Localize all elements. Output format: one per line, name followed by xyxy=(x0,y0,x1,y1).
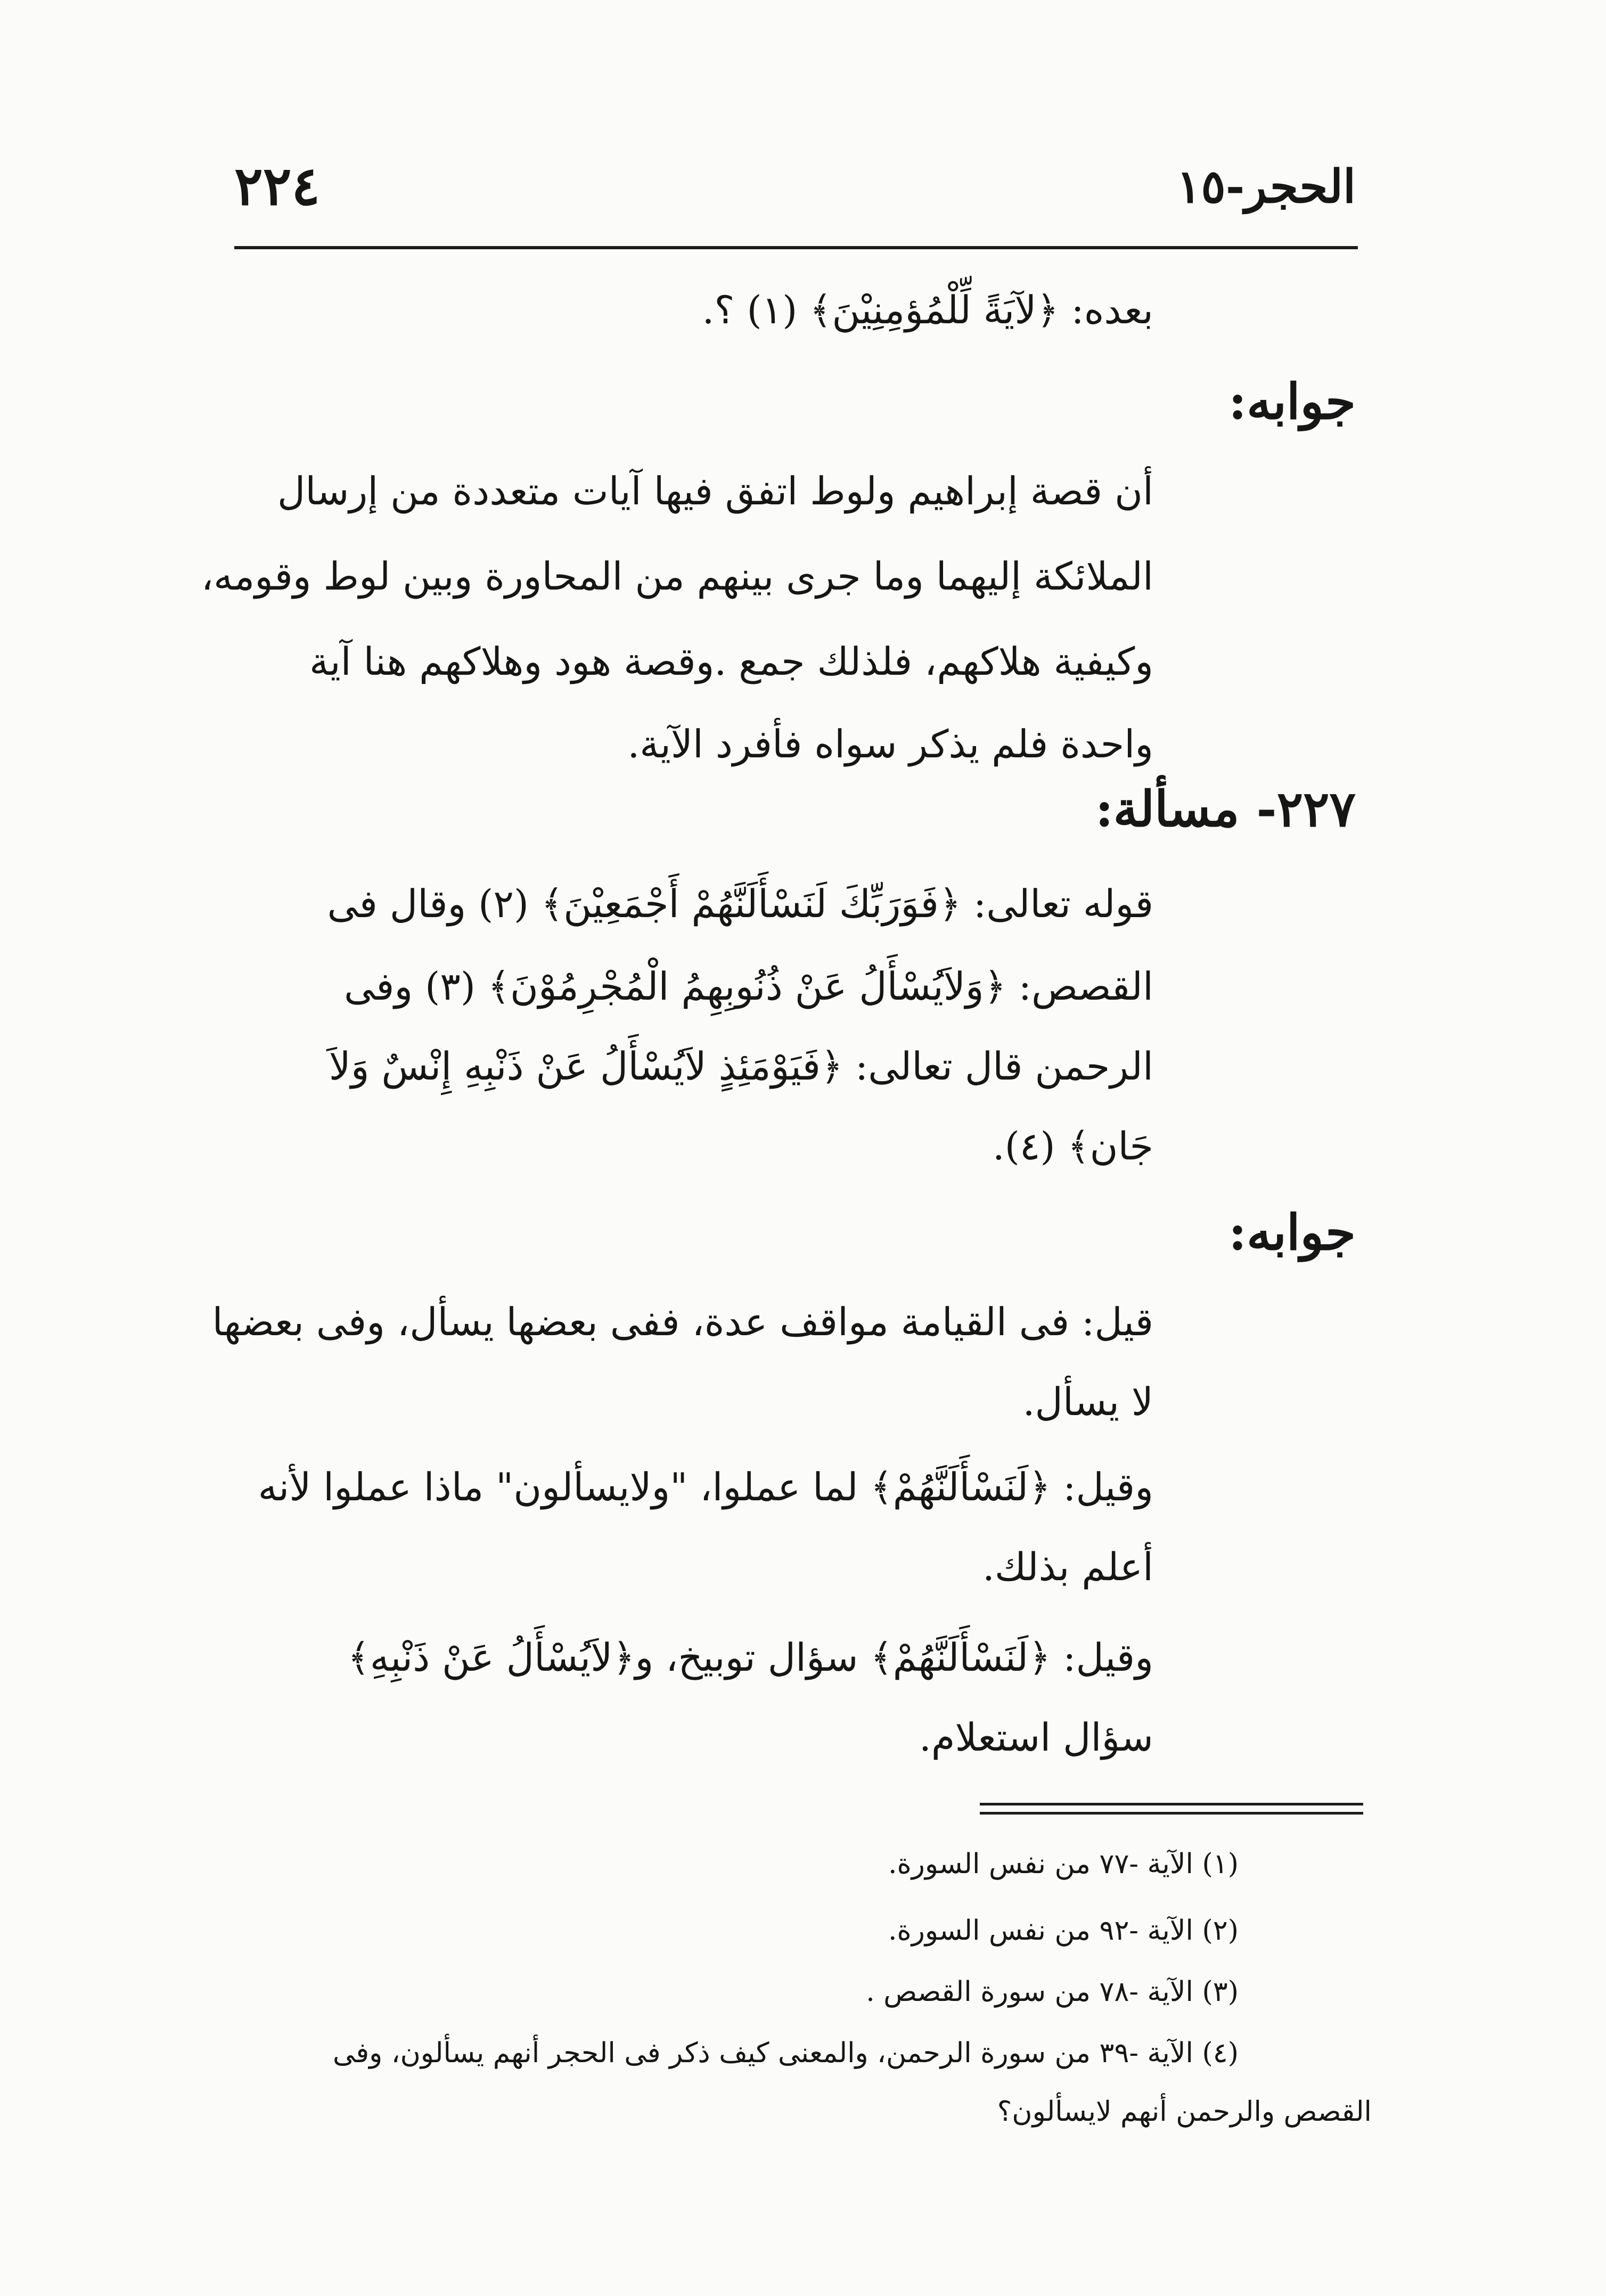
question-line-4: جَان﴾ (٤). xyxy=(992,1124,1153,1169)
answer-4-line-1: وقيل: ﴿لَنَسْأَلَنَّهُمْ﴾ سؤال توبيخ، و﴿لاَيُسْأَلُ عَنْ ذَنْبِهِ﴾ xyxy=(347,1635,1153,1680)
footnote-rule-top xyxy=(980,1803,1363,1805)
answer-3-line-1: وقيل: ﴿لَنَسْأَلَنَّهُمْ﴾ لما عملوا، "ولايسألون" ماذا عملوا لأنه xyxy=(258,1465,1153,1509)
question-line-2: القصص: ﴿وَلاَيُسْأَلُ عَنْ ذُنُوبِهِمُ الْمُجْرِمُوْنَ﴾ (٣) وفى xyxy=(344,964,1153,1009)
header-rule xyxy=(234,246,1358,249)
answer-heading-1: جوابه: xyxy=(1228,373,1356,430)
footnote-4-line-1: (٤) الآية -٣٩ من سورة الرحمن، والمعنى كيف ذكر فى الحجر أنهم يسألون، وفى xyxy=(332,2037,1239,2069)
footnote-4-line-2: القصص والرحمن أنهم لايسألون؟ xyxy=(997,2096,1372,2128)
answer-4-line-2: سؤال استعلام. xyxy=(919,1715,1153,1760)
answer-heading-2: جوابه: xyxy=(1228,1204,1356,1261)
answer-2-line-2: لا يسأل. xyxy=(1022,1379,1153,1424)
answer-1-line-3: وكيفية هلاكهم، فلذلك جمع .وقصة هود وهلاكهم هنا آية xyxy=(309,639,1153,684)
question-line-1: قوله تعالى: ﴿فَوَرَبِّكَ لَنَسْأَلَنَّهُمْ أَجْمَعِيْنَ﴾ (٢) وقال فى xyxy=(327,881,1153,926)
page-number: ٢٢٤ xyxy=(234,154,321,217)
footnote-1: (١) الآية -٧٧ من نفس السورة. xyxy=(888,1848,1239,1880)
running-head: الحجر-١٥ xyxy=(1176,160,1356,214)
footnote-2: (٢) الآية -٩٢ من نفس السورة. xyxy=(888,1915,1239,1947)
answer-2-line-1: قيل: فى القيامة مواقف عدة، ففى بعضها يسأل، وفى بعضها xyxy=(212,1300,1153,1344)
answer-1-line-4: واحدة فلم يذكر سواه فأفرد الآية. xyxy=(627,722,1153,766)
question-line-3: الرحمن قال تعالى: ﴿فَيَوْمَئِذٍ لاَيُسْأَلُ عَنْ ذَنْبِهِ إِنْسٌ وَلاَ xyxy=(329,1044,1153,1089)
answer-3-line-2: أعلم بذلك. xyxy=(982,1545,1153,1589)
answer-1-line-1: أن قصة إبراهيم ولوط اتفق فيها آيات متعددة من إرسال xyxy=(277,469,1153,513)
intro-line: بعده: ﴿لآيَةً لِّلْمُؤمِنِيْنَ﴾ (١) ؟. xyxy=(702,288,1153,332)
footnote-3: (٣) الآية -٧٨ من سورة القصص . xyxy=(866,1976,1239,2008)
answer-1-line-2: الملائكة إليهما وما جرى بينهم من المحاورة وبين لوط وقومه، xyxy=(201,554,1153,599)
question-227-heading: ٢٢٧- مسألة: xyxy=(1095,780,1356,838)
footnote-rule-bottom xyxy=(980,1812,1363,1815)
